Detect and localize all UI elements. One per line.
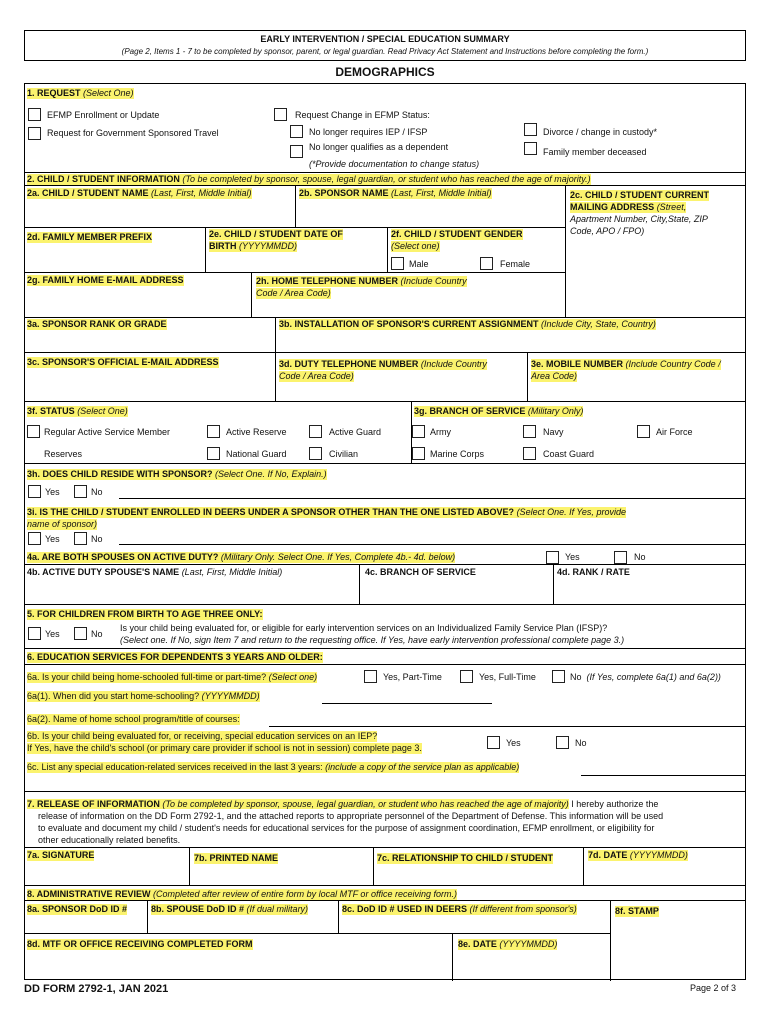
active-guard-checkbox[interactable] [309,425,322,438]
ifsp-no-label: No [91,629,103,639]
mobile-note: Area Code) [531,371,578,381]
regular-label: Regular Active Service Member [44,427,171,437]
female-label: Female [500,259,531,269]
male-label: Male [409,259,429,269]
family-prefix-label: 2d. FAMILY MEMBER PREFIX [27,232,153,242]
divider [24,227,566,228]
divider [24,401,746,402]
spouse-name-label: 4b. ACTIVE DUTY SPOUSE'S NAME (Last, First, Middle Initial) [27,567,283,577]
civilian-label: Civilian [329,449,359,459]
divider [24,933,611,934]
sign-date-label: 7d. DATE (YYYYMMDD) [588,850,688,860]
divider [24,664,746,665]
release-line3: to evaluate and document my child / student's needs for educational services for the purpose of assignment coordination, EFMP enrollment, or eligibility for [38,823,655,833]
education-services-label: 6. EDUCATION SERVICES FOR DEPENDENTS 3 YEARS AND OLDER: [27,652,323,662]
gov-travel-checkbox[interactable] [28,127,41,140]
home-school-start-label: 6a(1). When did you start home-schooling? (YYYYMMDD) [27,691,260,701]
divider [338,900,339,933]
dependent-label: No longer qualifies as a dependent [309,142,449,152]
release-line4: other educationally related benefits. [38,835,181,845]
iep-checkbox[interactable] [290,125,303,138]
installation-label: 3b. INSTALLATION OF SPONSOR'S CURRENT ASSIGNMENT (Include City, State, Country) [279,319,656,329]
coast-guard-label: Coast Guard [543,449,595,459]
regular-checkbox[interactable] [27,425,40,438]
home-school-start-line[interactable] [322,703,492,704]
section-demographics: DEMOGRAPHICS [335,65,435,79]
divider [24,172,746,173]
spouses-yes-checkbox[interactable] [546,551,559,564]
national-guard-label: National Guard [226,449,287,459]
reside-yes-checkbox[interactable] [28,485,41,498]
full-time-checkbox[interactable] [460,670,473,683]
services-line[interactable] [581,775,745,776]
air-force-label: Air Force [656,427,693,437]
deers-dodid-label: 8c. DoD ID # USED IN DEERS (If different from sponsor's) [342,904,577,914]
divider [24,648,746,649]
divider [24,900,746,901]
coast-guard-checkbox[interactable] [523,447,536,460]
form-title: EARLY INTERVENTION / SPECIAL EDUCATION SUMMARY [260,34,510,44]
admin-review-label: 8. ADMINISTRATIVE REVIEW (Completed after review of entire form by local MTF or office receiving form.) [27,889,457,899]
divider [251,272,252,318]
active-reserve-checkbox[interactable] [207,425,220,438]
divider [24,885,746,886]
marine-label: Marine Corps [430,449,485,459]
divider [24,317,746,318]
sponsor-email-label: 3c. SPONSOR'S OFFICIAL E-MAIL ADDRESS [27,357,219,367]
rank-label: 3a. SPONSOR RANK OR GRADE [27,319,167,329]
efmp-checkbox[interactable] [28,108,41,121]
iep-yes-checkbox[interactable] [487,736,500,749]
deers-yes-label: Yes [45,534,60,544]
iep-instructions: If Yes, have the child's school (or primary care provider if school is not in session) complete page 3. [27,743,422,753]
efmp-label: EFMP Enrollment or Update [47,110,160,120]
home-school-question: 6a. Is your child being home-schooled full-time or part-time? (Select one) [27,672,318,682]
navy-checkbox[interactable] [523,425,536,438]
branch-label: 3g. BRANCH OF SERVICE (Military Only) [414,406,584,416]
duty-phone-label: 3d. DUTY TELEPHONE NUMBER (Include Country [279,359,487,369]
divider [205,227,206,273]
spouses-no-checkbox[interactable] [614,551,627,564]
ifsp-yes-label: Yes [45,629,60,639]
sponsor-name-label: 2b. SPONSOR NAME (Last, First, Middle Initial) [299,188,492,198]
divider [359,564,360,604]
printed-name-label: 7b. PRINTED NAME [194,853,279,863]
reside-label: 3h. DOES CHILD RESIDE WITH SPONSOR? (Select One. If No, Explain.) [27,469,327,479]
ifsp-no-checkbox[interactable] [74,627,87,640]
divider [565,185,566,318]
air-force-checkbox[interactable] [637,425,650,438]
mobile-label: 3e. MOBILE NUMBER (Include Country Code / [531,359,721,369]
home-school-no-checkbox[interactable] [552,670,565,683]
change-status-checkbox[interactable] [274,108,287,121]
iep-no-checkbox[interactable] [556,736,569,749]
divider [452,933,453,981]
dob-label2: BIRTH (YYYYMMDD) [209,241,298,251]
home-phone-label: 2h. HOME TELEPHONE NUMBER (Include Country [256,276,467,286]
deers-note: name of sponsor) [27,519,98,529]
release-line1: 7. RELEASE OF INFORMATION (To be completed by sponsor, spouse, legal guardian, or student who has reached the age of majority) I hereby authorize the [27,799,659,809]
documentation-note: (*Provide documentation to change status) [309,159,480,169]
birth-to-three-label: 5. FOR CHILDREN FROM BIRTH TO AGE THREE ONLY: [27,609,263,619]
divider [373,847,374,885]
home-school-no-label: No (If Yes, complete 6a(1) and 6a(2)) [570,672,721,682]
deceased-label: Family member deceased [543,147,647,157]
deers-label: 3i. IS THE CHILD / STUDENT ENROLLED IN DEERS UNDER A SPONSOR OTHER THAN THE ONE LISTED ABOVE? (Select One. If Yes, provide [27,507,626,517]
mailing-address-note3: Code, APO / FPO) [570,226,645,236]
spouses-no-label: No [634,552,646,562]
active-guard-label: Active Guard [329,427,382,437]
divider [147,900,148,933]
mtf-office-label: 8d. MTF OR OFFICE RECEIVING COMPLETED FORM [27,939,253,949]
divider [24,564,746,565]
iep-question: 6b. Is your child being evaluated for, or receiving, special education services on an IEP? [27,731,378,741]
ifsp-instructions: (Select one. If No, sign Item 7 and return to the requesting office. If Yes, have early intervention professional complete page 3.) [120,635,625,645]
divider [24,604,746,605]
divider [610,900,611,981]
home-phone-note: Code / Area Code) [256,288,331,298]
national-guard-checkbox[interactable] [207,447,220,460]
divider [24,185,746,186]
male-checkbox[interactable] [391,257,404,270]
navy-label: Navy [543,427,564,437]
form-subtitle: (Page 2, Items 1 - 7 to be completed by sponsor, parent, or legal guardian. Read Privacy Act Statement and Instructions before completing the form.) [121,47,649,56]
sponsor-dodid-label: 8a. SPONSOR DoD ID # [27,904,128,914]
signature-label: 7a. SIGNATURE [27,850,95,860]
reserves-label: Reserves [44,449,83,459]
reside-no-label: No [91,487,103,497]
spouse-branch-label: 4c. BRANCH OF SERVICE [365,567,476,577]
dob-label1: 2e. CHILD / STUDENT DATE OF [209,229,343,239]
divider [24,272,566,273]
receive-date-label: 8e. DATE (YYYYMMDD) [458,939,558,949]
female-checkbox[interactable] [480,257,493,270]
part-time-checkbox[interactable] [364,670,377,683]
dependent-checkbox[interactable] [290,145,303,158]
deers-no-checkbox[interactable] [74,532,87,545]
release-line2: release of information on the DD Form 2792-1, and the attached reports to appropriate personnel of the Department of Defense. This information will be used [38,811,664,821]
deers-no-label: No [91,534,103,544]
reside-yes-label: Yes [45,487,60,497]
divorce-label: Divorce / change in custody* [543,127,658,137]
relationship-label: 7c. RELATIONSHIP TO CHILD / STUDENT [377,853,554,863]
divider [527,352,528,401]
deers-sponsor-line[interactable] [119,544,745,545]
ifsp-question: Is your child being evaluated for, or eligible for early intervention services on an Individualized Family Service Plan (IFSP)? [120,623,608,633]
gov-travel-label: Request for Government Sponsored Travel [47,128,219,138]
divider [24,847,746,848]
home-email-label: 2g. FAMILY HOME E-MAIL ADDRESS [27,275,184,285]
stamp-label: 8f. STAMP [615,906,659,916]
divider [275,317,276,401]
marine-checkbox[interactable] [412,447,425,460]
iep-yes-label: Yes [506,738,521,748]
change-status-label: Request Change in EFMP Status: [295,110,430,120]
divider [24,352,746,353]
gender-label: 2f. CHILD / STUDENT GENDER [391,229,523,239]
form-id: DD FORM 2792-1, JAN 2021 [24,983,169,995]
page-number: Page 2 of 3 [690,983,737,993]
deceased-checkbox[interactable] [524,142,537,155]
part-time-label: Yes, Part-Time [383,672,442,682]
home-school-program-label: 6a(2). Name of home school program/title of courses: [27,714,240,724]
spouses-yes-label: Yes [565,552,580,562]
mailing-address-note2: Apartment Number, City,State, ZIP [570,214,708,224]
duty-phone-note: Code / Area Code) [279,371,354,381]
request-label: 1. REQUEST (Select One) [27,88,134,98]
child-name-label: 2a. CHILD / STUDENT NAME (Last, First, Middle Initial) [27,188,252,198]
spouse-dodid-label: 8b. SPOUSE DoD ID # (If dual military) [151,904,309,914]
home-school-program-line[interactable] [269,726,745,727]
divider [24,791,746,792]
ifsp-yes-checkbox[interactable] [28,627,41,640]
divider [24,463,746,464]
divorce-checkbox[interactable] [524,123,537,136]
gender-note: (Select one) [391,241,440,251]
child-info-label: 2. CHILD / STUDENT INFORMATION (To be completed by sponsor, spouse, legal guardian, or student who has reached the age of majority.) [27,174,591,184]
deers-yes-checkbox[interactable] [28,532,41,545]
civilian-checkbox[interactable] [309,447,322,460]
status-label: 3f. STATUS (Select One) [27,406,128,416]
full-time-label: Yes, Full-Time [479,672,536,682]
mailing-address-label1: 2c. CHILD / STUDENT CURRENT [570,190,710,200]
active-reserve-label: Active Reserve [226,427,287,437]
form-page [24,30,746,980]
army-label: Army [430,427,451,437]
reside-no-checkbox[interactable] [74,485,87,498]
reside-explain-line[interactable] [119,498,745,499]
divider [189,847,190,885]
army-checkbox[interactable] [412,425,425,438]
mailing-address-label2: MAILING ADDRESS (Street, [570,202,687,212]
divider [387,227,388,273]
both-spouses-label: 4a. ARE BOTH SPOUSES ON ACTIVE DUTY? (Military Only. Select One. If Yes, Complete 4b.- 4d. below) [27,552,456,562]
iep-no-label: No [575,738,587,748]
services-label: 6c. List any special education-related services received in the last 3 years: (include a copy of the service plan as applicable) [27,762,520,772]
divider [553,564,554,604]
divider [583,847,584,885]
spouse-rank-label: 4d. RANK / RATE [557,567,630,577]
iep-label: No longer requires IEP / IFSP [309,127,428,137]
divider [295,185,296,228]
